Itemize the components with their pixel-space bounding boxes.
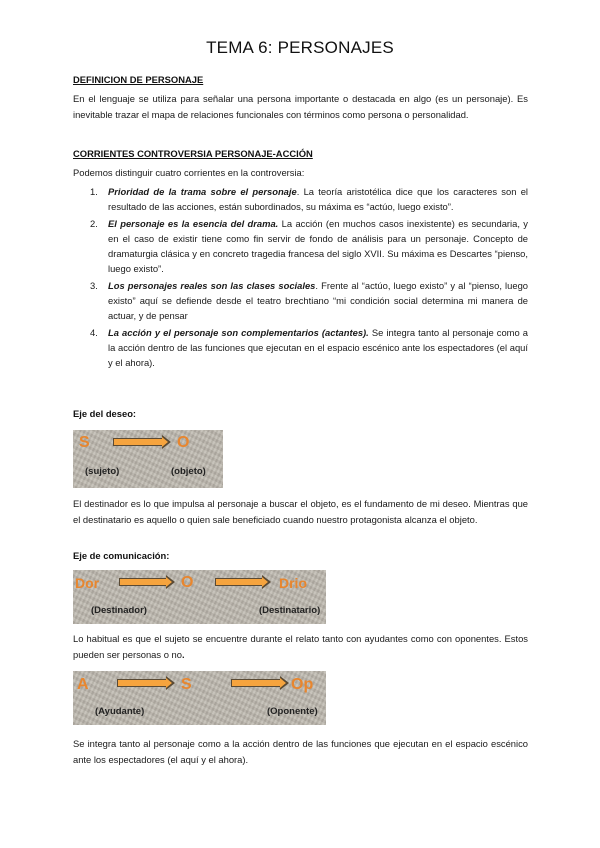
list-item-number: 4. <box>90 326 98 338</box>
list-item-text: . La teoría aristotélica dice que los caracteres son el resultado de las acciones, están subordinados, su máxima es “actúo, luego existo”. <box>108 186 528 213</box>
list-item <box>90 184 528 215</box>
comunicacion-diagram <box>73 570 326 624</box>
poder-sujeto-label: S <box>181 676 192 693</box>
arrow-icon <box>215 575 271 589</box>
comunicacion-destinatario-label: Drio <box>279 575 307 591</box>
list-item-number: 2. <box>90 217 98 229</box>
comunicacion-paragraph <box>73 631 528 663</box>
poder-ayudante-caption: (Ayudante) <box>95 706 145 717</box>
list-item <box>90 278 528 324</box>
poder-diagram <box>73 671 326 725</box>
arrow-icon <box>231 676 289 690</box>
poder-paragraph: Se integra tanto al personaje como a la acción dentro de las funciones que ejecutan en el espacio escénico ante los espectadores (el aquí y el ahora). <box>73 738 528 765</box>
deseo-subject-caption: (sujeto) <box>85 466 120 477</box>
comunicacion-object-label: O <box>181 574 194 591</box>
poder-oponente-label: Op <box>291 676 314 693</box>
deseo-object-caption: (objeto) <box>171 466 206 477</box>
definicion-paragraph: En el lenguaje se utiliza para señalar una persona importante o destacada en algo (es un personaje). Es inevitable trazar el mapa de relaciones funcionales con términos como persona o personalidad. <box>73 93 528 120</box>
list-item-lead: El personaje es la esencia del drama. <box>108 217 279 229</box>
comunicacion-heading: Eje de comunicación: <box>73 550 170 561</box>
corrientes-intro: Podemos distinguir cuatro corrientes en la controversia: <box>73 167 305 178</box>
corrientes-list <box>90 184 528 372</box>
arrow-icon <box>119 575 175 589</box>
deseo-object-label: O <box>177 434 190 451</box>
corrientes-heading: CORRIENTES CONTROVERSIA PERSONAJE-ACCIÓN <box>73 148 313 159</box>
deseo-paragraph: El destinador es lo que impulsa al personaje a buscar el objeto, es el fundamento de mi deseo. Mientras que el destinatario es aquello o quien sale beneficiado cuando nuestro protagonista alcanza el objeto. <box>73 498 528 525</box>
definicion-heading: DEFINICION DE PERSONAJE <box>73 74 204 85</box>
list-item <box>90 325 528 371</box>
poder-oponente-caption: (Oponente) <box>267 706 318 717</box>
deseo-subject-label: S <box>79 434 90 451</box>
list-item-number: 1. <box>90 186 98 197</box>
arrow-icon <box>117 676 175 690</box>
list-item-number: 3. <box>90 279 98 291</box>
page-title: TEMA 6: PERSONAJES <box>206 38 394 57</box>
comunicacion-destinador-caption: (Destinador) <box>91 605 147 616</box>
comunicacion-destinatario-caption: (Destinatario) <box>259 605 321 616</box>
list-item-lead: Prioridad de la trama sobre el personaje <box>108 186 297 197</box>
list-item <box>90 216 528 277</box>
comunicacion-destinador-label: Dor <box>75 575 100 591</box>
list-item-text: . Frente al “actúo, luego existo” y al “pienso, luego existo” aquí se defiende desde el teatro brechtiano “mi condición social determina mi manera de actuar, y de pensar <box>108 279 528 322</box>
list-item-lead: Los personajes reales son las clases sociales <box>108 279 316 291</box>
deseo-diagram <box>73 430 223 488</box>
comunicacion-paragraph-end: . <box>181 649 185 660</box>
deseo-heading: Eje del deseo: <box>73 408 137 419</box>
arrow-icon <box>113 435 171 449</box>
poder-ayudante-label: A <box>77 676 89 693</box>
list-item-text: Se integra tanto al personaje como a la acción dentro de las funciones que ejecutan en el espacio escénico ante los espectadores (el aquí y el ahora). <box>108 326 528 369</box>
list-item-lead: La acción y el personaje son complementarios (actantes). <box>108 326 369 338</box>
comunicacion-paragraph-text: Lo habitual es que el sujeto se encuentre durante el relato tanto con ayudantes como con oponentes. Estos pueden ser personas o no <box>73 633 528 660</box>
list-item-text: La acción (en muchos casos inexistente) es secundaria, y en el caso de existir tiene como fin servir de fondo de análisis para un personaje. Concepto de dramaturgia clásica y en concreto tragedia francesa del siglo XVII. Su máxima es Descartes “pienso, luego existo”. <box>108 217 528 275</box>
